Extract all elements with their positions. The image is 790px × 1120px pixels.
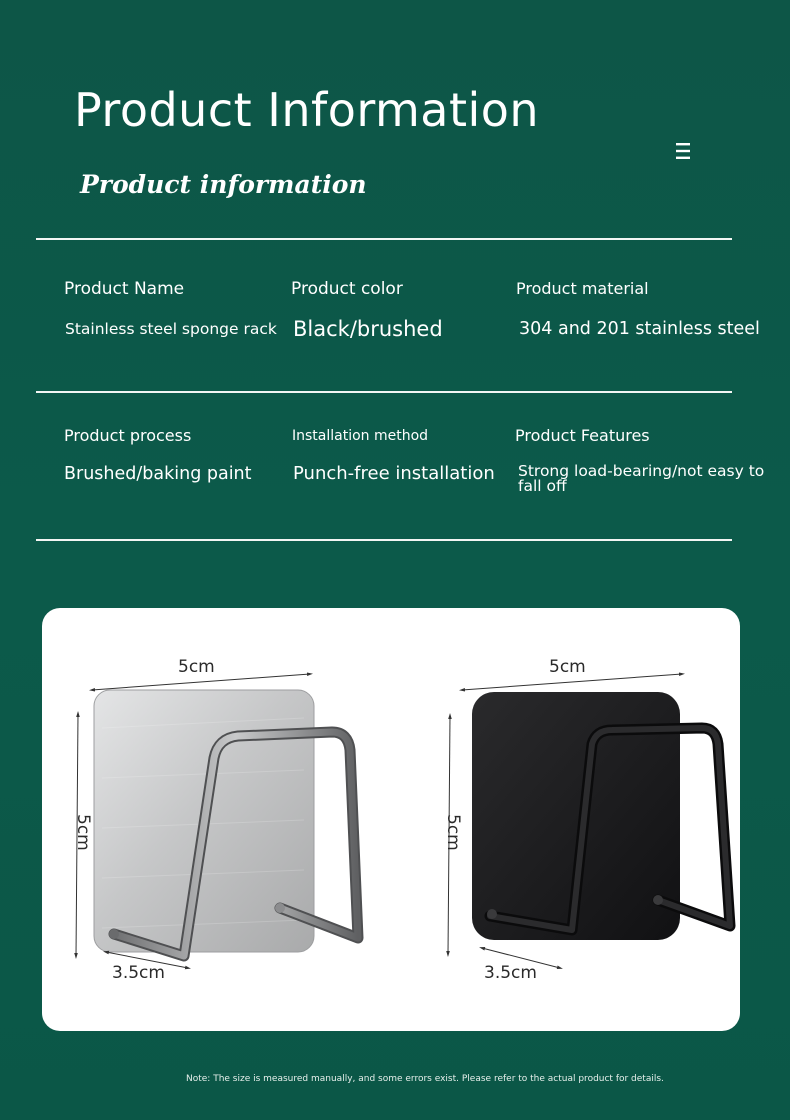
spec-value: Brushed/baking paint	[64, 464, 252, 484]
spec-label: Installation method	[292, 428, 429, 444]
page-subtitle: Product information	[80, 170, 367, 199]
brushed-rack	[94, 690, 358, 956]
spec-installation-method	[292, 425, 495, 485]
black-rack	[472, 692, 730, 940]
spec-product-features	[515, 425, 780, 494]
divider-top	[36, 238, 732, 240]
spec-product-material	[516, 278, 760, 340]
spec-value: 304 and 201 stainless steel	[519, 319, 760, 339]
height-label-brushed: 5cm	[73, 814, 93, 851]
spec-value: Punch-free installation	[293, 463, 495, 484]
spec-product-color	[291, 278, 443, 340]
spec-product-process	[64, 425, 252, 485]
divider-bottom	[36, 539, 732, 541]
spec-label: Product Name	[64, 279, 185, 299]
measurement-note: Note: The size is measured manually, and some errors exist. Please refer to the actual product for details.	[186, 1074, 664, 1084]
spec-product-name	[64, 278, 277, 340]
dimension-illustration	[42, 608, 740, 1031]
product-dimension-panel	[42, 608, 740, 1031]
spec-label: Product process	[64, 426, 192, 445]
menu-icon[interactable]	[674, 141, 692, 161]
spec-value: Strong load-bearing/not easy to fall off	[518, 462, 765, 495]
width-label-black: 5cm	[549, 657, 586, 677]
height-label-black: 5cm	[443, 814, 463, 851]
spec-label: Product material	[516, 279, 649, 298]
page-title: Product Information	[74, 83, 540, 137]
depth-label-black: 3.5cm	[484, 963, 537, 983]
depth-label-brushed: 3.5cm	[112, 963, 165, 983]
spec-value: Stainless steel sponge rack	[65, 320, 277, 338]
spec-label: Product color	[291, 279, 403, 299]
divider-middle	[36, 391, 732, 393]
spec-label: Product Features	[515, 426, 650, 445]
width-label-brushed: 5cm	[178, 657, 215, 677]
spec-value: Black/brushed	[293, 317, 443, 341]
